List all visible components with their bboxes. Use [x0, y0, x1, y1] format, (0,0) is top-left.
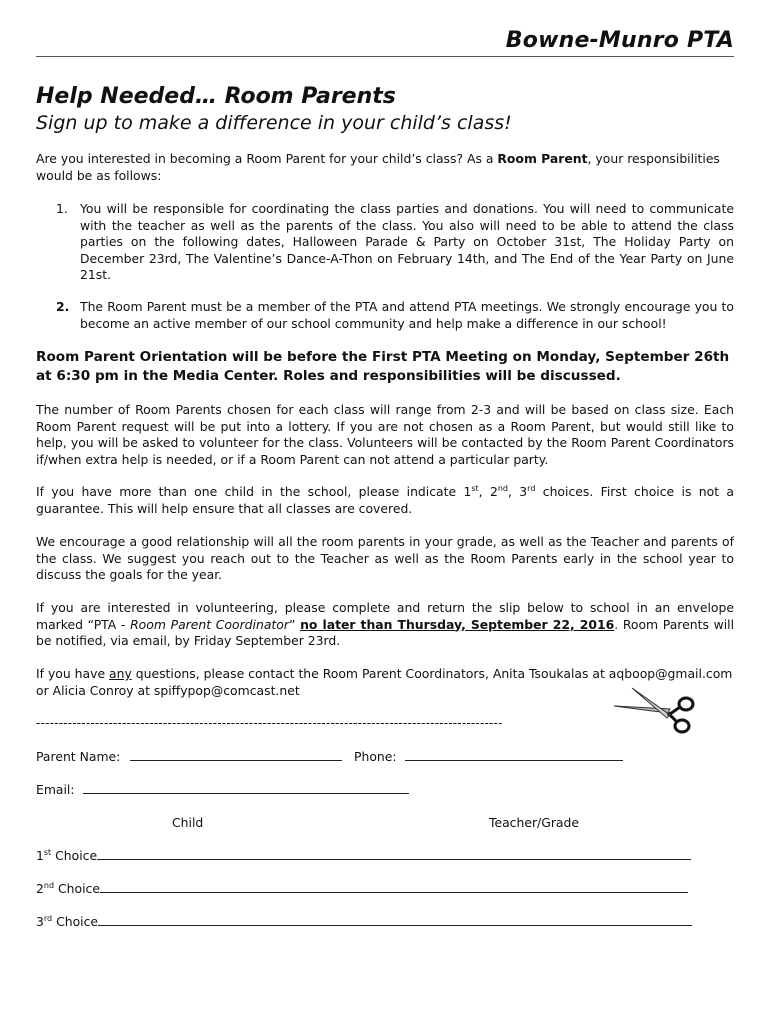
scissors-icon	[610, 684, 702, 740]
choice-row	[36, 848, 691, 863]
choice-label: Choice	[51, 848, 98, 863]
parent-name-field	[36, 749, 342, 764]
volunteer-paragraph	[36, 600, 734, 650]
choice-blank[interactable]	[100, 882, 688, 893]
volunteer-text: If you are interested in volunteering, please complete and return the slip below to school in an envelope marked “PTA -	[36, 600, 734, 632]
choice-row	[36, 914, 692, 929]
phone-blank[interactable]	[405, 750, 623, 761]
contact-emphasis: any	[109, 666, 132, 681]
email-label: Email:	[36, 782, 75, 797]
ordinal-suffix: nd	[497, 483, 508, 493]
parent-name-blank[interactable]	[130, 750, 342, 761]
ordinal-suffix: rd	[43, 913, 53, 923]
choice-number: 1	[36, 848, 44, 863]
choices-paragraph	[36, 484, 734, 517]
email-blank[interactable]	[83, 783, 409, 794]
list-item-text: The Room Parent must be a member of the PTA and attend PTA meetings. We strongly encourage you to become an active member of our school community and help make a difference in our school!	[80, 299, 734, 331]
contact-text: questions, please contact the Room Parent Coordinators, Anita Tsoukalas at aqboop@gmail.com or Alicia Conroy at spiffypop@comcast.net	[36, 666, 733, 698]
phone-field	[354, 749, 623, 764]
envelope-label: Room Parent Coordinator	[130, 616, 289, 632]
list-item-number: 2.	[56, 299, 70, 314]
orientation-notice: Room Parent Orientation will be before the First PTA Meeting on Monday, September 26th at 6:30 pm in the Media Center. Roles and responsibilities will be discussed.	[36, 349, 730, 384]
ordinal-suffix: st	[43, 847, 52, 857]
choices-text: , 3	[508, 484, 528, 499]
choice-number: 2	[36, 881, 44, 896]
relationship-paragraph: We encourage a good relationship will all the room parents in your grade, as well as the Teacher and parents of the class. We suggest you reach out to the Teacher as well as the Room Parents early in the school year to discuss the goals for the year.	[36, 534, 734, 582]
intro-paragraph	[36, 151, 734, 184]
choice-row	[36, 881, 688, 896]
choices-text: , 2	[478, 484, 498, 499]
page-title: Help Needed… Room Parents	[36, 84, 396, 109]
intro-text-after: , your responsibilities would be as follows:	[36, 151, 720, 183]
contact-text: If you have	[36, 666, 110, 681]
choice-label: Choice	[54, 881, 100, 896]
page-subtitle: Sign up to make a difference in your child’s class!	[36, 112, 512, 134]
intro-text-before: Are you interested in becoming a Room Parent for your child’s class? As a	[36, 151, 498, 166]
phone-label: Phone:	[354, 749, 397, 764]
org-name: Bowne-Munro PTA	[505, 28, 734, 53]
choices-text: If you have more than one child in the school, please indicate 1	[36, 484, 472, 499]
volunteer-text: ”	[288, 616, 301, 632]
header-rule	[36, 56, 734, 57]
ordinal-suffix: rd	[527, 483, 536, 493]
list-item-number: 1.	[56, 201, 68, 216]
volunteer-text: . Room Parents will be notified, via email, by Friday September 23rd.	[36, 616, 735, 648]
choice-number: 3	[36, 914, 44, 929]
email-field	[36, 782, 409, 797]
ordinal-suffix: nd	[43, 880, 55, 890]
parent-name-label: Parent Name:	[36, 749, 121, 764]
choice-blank[interactable]	[98, 915, 692, 926]
teacher-grade-column-header: Teacher/Grade	[489, 815, 580, 830]
intro-bold-role: Room Parent	[497, 151, 588, 166]
child-column-header: Child	[172, 815, 204, 830]
choices-text: choices. First choice is not a guarantee. This will help ensure that all classes are covered.	[36, 484, 734, 516]
list-item	[56, 299, 734, 332]
list-item-text: You will be responsible for coordinating the class parties and donations. You will need to communicate with the teacher as well as the parents of the class. You also will need to be able to attend the class parties on the following dates, Halloween Parade & Party on October 31st, The Holiday Party on December 23rd, The Valentine’s Dance-A-Thon on February 14th, and The End of the Year Party on June 21st.	[80, 201, 734, 282]
choice-blank[interactable]	[97, 849, 691, 860]
ordinal-suffix: st	[471, 483, 479, 493]
choice-label: Choice	[52, 914, 99, 929]
cut-line: -------------------------------------------------------------------------------------------------------	[36, 716, 503, 730]
lottery-paragraph: The number of Room Parents chosen for each class will range from 2-3 and will be based on class size. Each Room Parent request will be put into a lottery. If you are not chosen as a Room Parent, but would still like to help, you will be asked to volunteer for the class. Volunteers will be contacted by the Room Parent Coordinators if/when extra help is needed, or if a Room Parent can not attend a particular party.	[36, 402, 734, 467]
list-item	[56, 201, 734, 284]
deadline: no later than Thursday, September 22, 2016	[300, 616, 615, 632]
